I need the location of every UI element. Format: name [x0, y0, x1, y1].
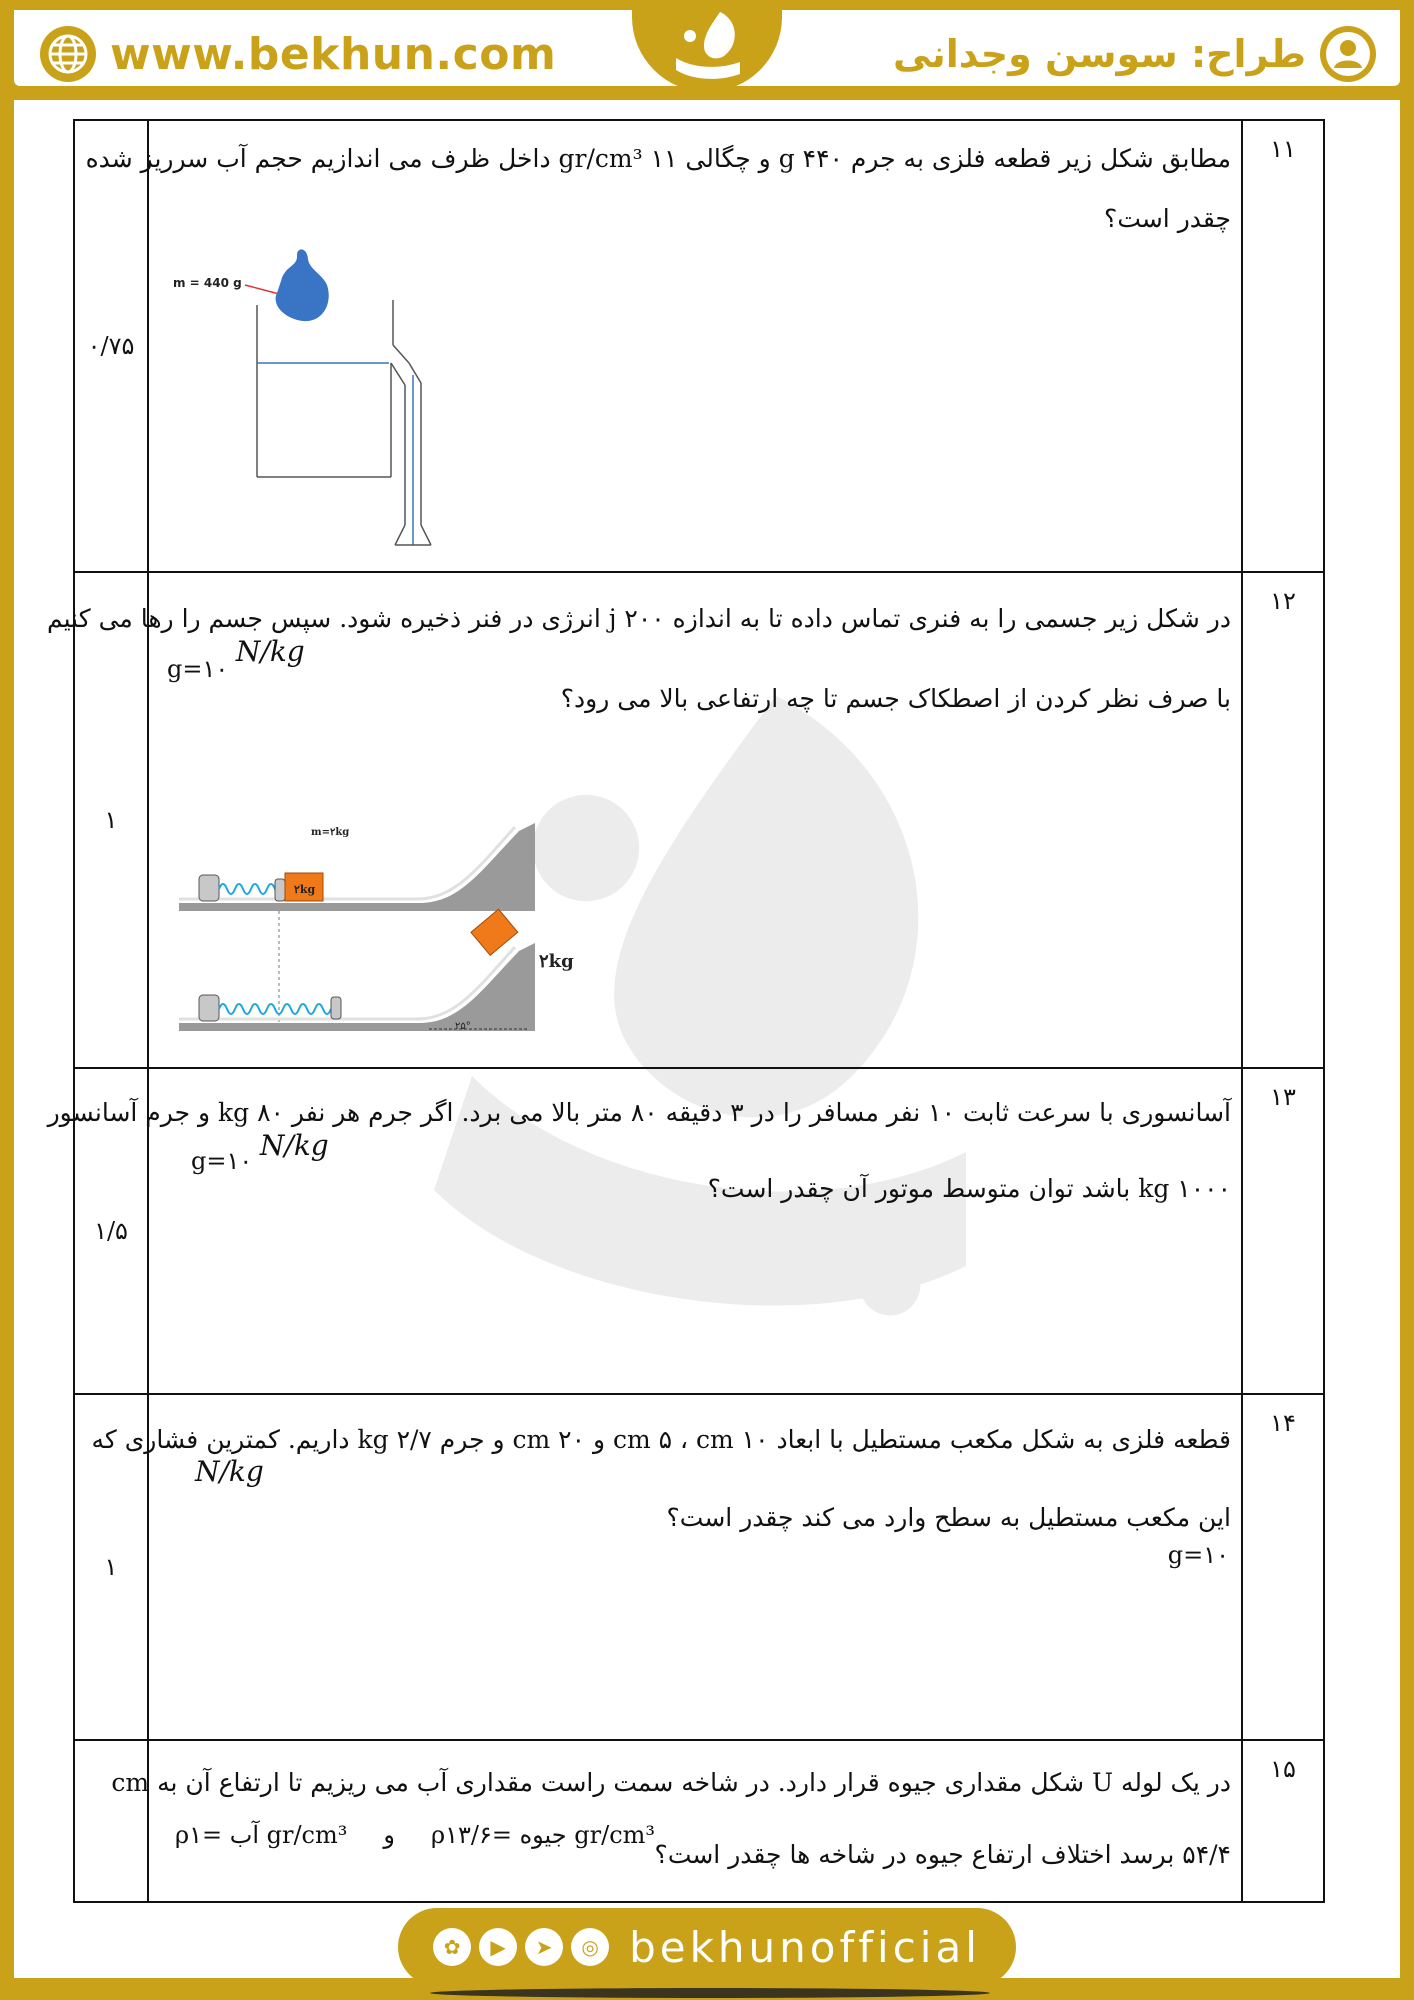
gravity-text: g=۱۰	[167, 655, 229, 683]
side-label: ۲kg	[539, 951, 574, 972]
gravity-unit-label	[195, 1455, 264, 1488]
question-row	[74, 1740, 1324, 1902]
gravity-unit: N/kg	[195, 1455, 264, 1488]
score-cell: ۱/۵	[74, 1068, 148, 1394]
user-icon	[1318, 24, 1378, 84]
designer-text: طراح: سوسن وجدانی	[893, 32, 1306, 76]
density-values	[175, 1821, 655, 1849]
telegram-icon[interactable]: ➤	[525, 1928, 563, 1966]
gravity-value	[1168, 1541, 1229, 1569]
question-number: ۱۱	[1242, 120, 1324, 572]
question-row	[74, 572, 1324, 1068]
question-number: ۱۵	[1242, 1740, 1324, 1902]
question-number: ۱۳	[1242, 1068, 1324, 1394]
question-line: kg ۱۰۰۰ باشد توان متوسط موتور آن چقدر است؟	[707, 1174, 1231, 1203]
designer-credit	[893, 24, 1378, 84]
score-cell: ۱	[74, 1394, 148, 1740]
gravity-value	[167, 635, 305, 683]
question-line: این مکعب مستطیل به سطح وارد می کند چقدر است؟	[666, 1503, 1231, 1532]
question-line: قطعه فلزی به شکل مکعب مستطیل با ابعاد cm ۵ ، cm ۱۰ و cm ۲۰ و جرم kg ۲/۷ داریم. کمترین فشاری که	[91, 1425, 1231, 1454]
exam-table	[47, 119, 1325, 1903]
header-bar	[0, 0, 1414, 100]
question-line: مطابق شکل زیر قطعه فلزی به جرم g ۴۴۰ و چگالی gr/cm³ ۱۱ داخل ظرف می اندازیم حجم آب سرریز شده	[85, 144, 1231, 173]
question-line: ۵۴/۴ برسد اختلاف ارتفاع جیوه در شاخه ها چقدر است؟	[654, 1840, 1231, 1869]
gravity-text: g=۱۰	[1167, 1541, 1229, 1569]
question-number: ۱۲	[1242, 572, 1324, 1068]
question-line: در شکل زیر جسمی را به فنری تماس داده تا به اندازه j ۲۰۰ انرژی در فنر ذخیره شود. سپس جسم را رها می کنیم	[47, 604, 1231, 633]
question-row	[74, 1394, 1324, 1740]
question-line: با صرف نظر کردن از اصطکاک جسم تا چه ارتفاعی بالا می رود؟	[560, 684, 1231, 713]
mass-label: m = 440 g	[173, 276, 242, 290]
question-cell	[47, 572, 1242, 1068]
overflow-container-figure	[173, 245, 473, 555]
question-line: در یک لوله U شکل مقداری جیوه قرار دارد. در شاخه سمت راست مقداری آب می ریزیم تا ارتفاع آن به cm	[111, 1768, 1231, 1797]
figure-mass-label: m=۲kg	[311, 827, 350, 838]
and-word: و	[383, 1821, 395, 1849]
footer-shadow	[430, 1988, 990, 1998]
gravity-unit: N/kg	[259, 1129, 329, 1162]
question-cell	[91, 1394, 1242, 1740]
globe-icon	[38, 24, 98, 84]
score-cell: ۰/۷۵	[74, 120, 148, 572]
block-label: ۲kg	[294, 883, 316, 896]
social-icons	[433, 1928, 609, 1966]
gravity-text: g=۱۰	[191, 1147, 253, 1175]
question-row	[74, 1068, 1324, 1394]
spring-ramp-figure	[179, 823, 599, 1053]
question-line: چقدر است؟	[1104, 204, 1231, 233]
aparat-icon[interactable]: ✿	[433, 1928, 471, 1966]
gravity-unit: N/kg	[235, 635, 305, 668]
book-leaf-icon	[662, 6, 752, 86]
question-line: آسانسوری با سرعت ثابت ۱۰ نفر مسافر را در ۳ دقیقه ۸۰ متر بالا می برد. اگر جرم هر نفر kg ۸۰ و جرم آسانسور	[47, 1098, 1231, 1127]
angle-label: ۲۵°	[455, 1021, 471, 1032]
question-row	[74, 120, 1324, 572]
score-cell: ۱	[74, 572, 148, 1068]
question-cell	[111, 1740, 1242, 1902]
mercury-density: ρجیوه =۱۳/۶ gr/cm³	[430, 1821, 656, 1849]
social-handle-bar[interactable]	[398, 1908, 1016, 1986]
social-handle: bekhunofficial	[629, 1922, 981, 1972]
gravity-value	[191, 1129, 329, 1175]
website-text: www.bekhun.com	[110, 28, 557, 80]
question-number: ۱۴	[1242, 1394, 1324, 1740]
instagram-icon[interactable]: ◎	[571, 1928, 609, 1966]
website-link[interactable]	[38, 24, 556, 84]
water-density: ρآب =۱ gr/cm³	[175, 1821, 348, 1849]
youtube-icon[interactable]: ▶	[479, 1928, 517, 1966]
